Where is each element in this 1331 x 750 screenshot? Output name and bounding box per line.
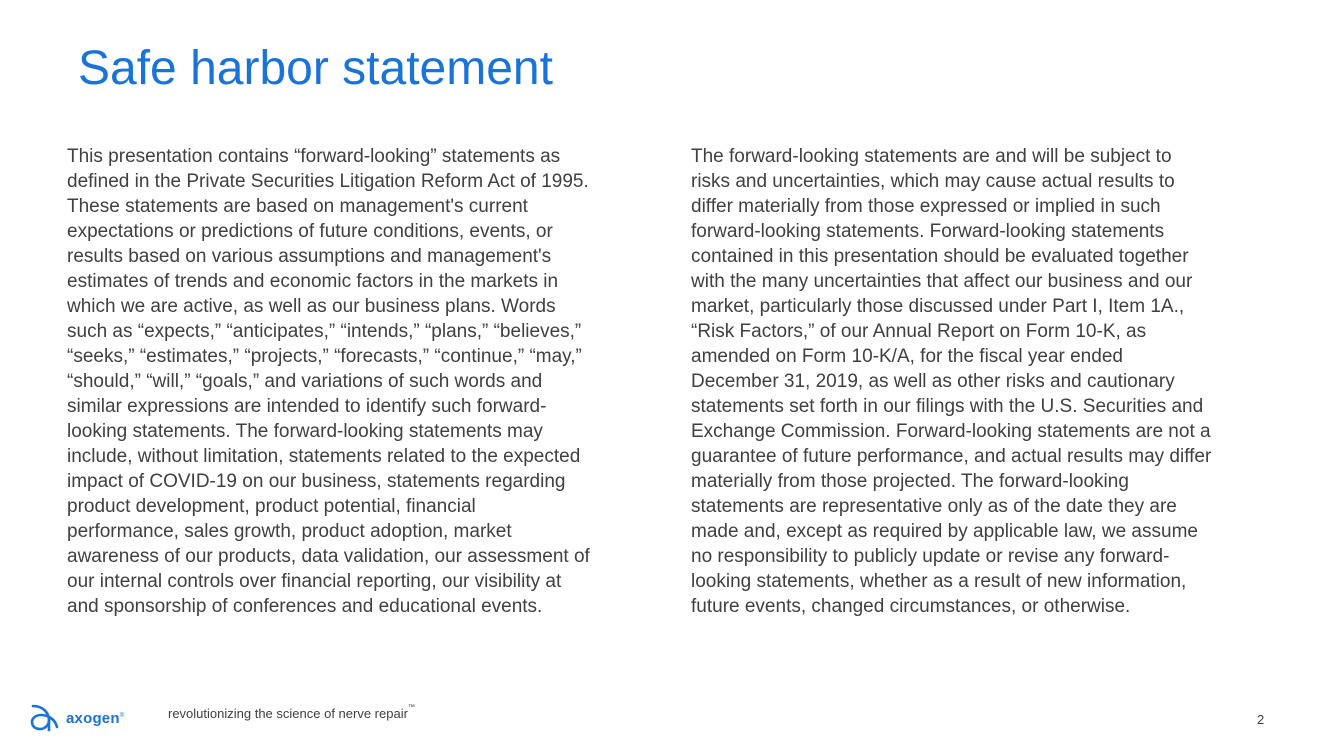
text-line: future events, changed circumstances, or otherwise.	[691, 596, 1131, 617]
text-line: such as “expects,” “anticipates,” “intends,” “plans,” “believes,”	[67, 321, 582, 342]
text-line: statements set forth in our filings with the U.S. Securities and	[691, 396, 1204, 417]
text-line: “should,” “will,” “goals,” and variations of such words and	[67, 371, 543, 392]
text-line: which we are active, as well as our business plans. Words	[67, 296, 556, 317]
text-line: market, particularly those discussed under Part I, Item 1A.,	[691, 296, 1185, 317]
text-line: These statements are based on management's current	[67, 196, 528, 217]
axogen-logo-mark-icon	[28, 701, 60, 735]
text-line: This presentation contains “forward-looking” statements as	[67, 146, 561, 167]
text-line: results based on various assumptions and management's	[67, 246, 552, 267]
text-line: no responsibility to publicly update or revise any forward-	[691, 546, 1170, 567]
text-line: defined in the Private Securities Litigation Reform Act of 1995.	[67, 171, 589, 192]
text-line: made and, except as required by applicable law, we assume	[691, 521, 1198, 542]
text-line: differ materially from those expressed or implied in such	[691, 196, 1161, 217]
text-line: similar expressions are intended to identify such forward-	[67, 396, 547, 417]
text-line: contained in this presentation should be evaluated together	[691, 246, 1189, 267]
text-line: “seeks,” “estimates,” “projects,” “forecasts,” “continue,” “may,”	[67, 346, 582, 367]
logo-wordmark: axogen®	[66, 709, 125, 727]
text-line: with the many uncertainties that affect our business and our	[691, 271, 1193, 292]
text-line: amended on Form 10-K/A, for the fiscal year ended	[691, 346, 1123, 367]
axogen-logo	[28, 701, 128, 735]
text-line: looking statements. The forward-looking statements may	[67, 421, 543, 442]
text-line: statements are representative only as of the date they are	[691, 496, 1177, 517]
text-line: looking statements, whether as a result of new information,	[691, 571, 1187, 592]
text-line: awareness of our products, data validation, our assessment of	[67, 546, 590, 567]
text-line: performance, sales growth, product adoption, market	[67, 521, 512, 542]
text-line: Exchange Commission. Forward-looking statements are not a	[691, 421, 1211, 442]
text-line: materially from those projected. The forward-looking	[691, 471, 1129, 492]
text-line: estimates of trends and economic factors in the markets in	[67, 271, 559, 292]
left-column-text	[67, 144, 652, 619]
text-line: The forward-looking statements are and will be subject to	[691, 146, 1172, 167]
slide-title: Safe harbor statement	[78, 42, 553, 95]
text-line: “Risk Factors,” of our Annual Report on Form 10-K, as	[691, 321, 1147, 342]
text-line: include, without limitation, statements related to the expected	[67, 446, 581, 467]
text-line: guarantee of future performance, and actual results may differ	[691, 446, 1212, 467]
text-line: expectations or predictions of future conditions, events, or	[67, 221, 553, 242]
text-line: forward-looking statements. Forward-looking statements	[691, 221, 1165, 242]
text-line: risks and uncertainties, which may cause actual results to	[691, 171, 1175, 192]
trademark-mark: ™	[407, 704, 415, 711]
text-line: product development, product potential, financial	[67, 496, 476, 517]
page-number: 2	[1257, 712, 1265, 727]
right-column-text	[691, 144, 1281, 619]
text-line: and sponsorship of conferences and educational events.	[67, 596, 543, 617]
footer-tagline: revolutionizing the science of nerve repair™	[168, 704, 415, 721]
text-line: impact of COVID-19 on our business, statements regarding	[67, 471, 566, 492]
text-line: our internal controls over financial reporting, our visibility at	[67, 571, 562, 592]
text-line: December 31, 2019, as well as other risks and cautionary	[691, 371, 1175, 392]
